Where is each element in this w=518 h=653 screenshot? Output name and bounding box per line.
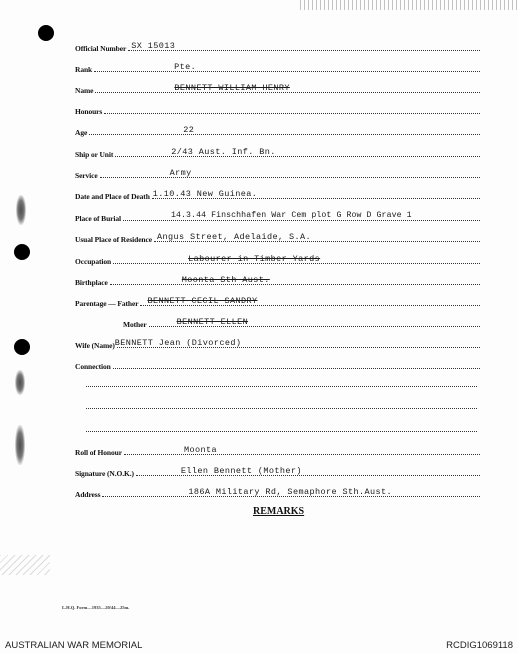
field-value: Moonta (183, 444, 217, 455)
connection-line-3 (86, 431, 477, 432)
field-residence (75, 229, 480, 243)
field-label: Roll of Honour (75, 447, 122, 457)
field-label: Honours (75, 106, 103, 116)
field-mother (75, 314, 480, 328)
field-value: BENNETT WILLIAM HENRY (174, 82, 290, 93)
footer-record-id: RCDIG1069118 (446, 639, 513, 651)
field-label: Parentage — Father (75, 298, 139, 308)
scan-speckle-top (300, 0, 518, 10)
field-value: 14.3.44 Finschhafen War Cem plot G Row D Grave 1 (171, 210, 412, 220)
field-label: Occupation (75, 256, 112, 266)
field-service (75, 165, 480, 179)
field-value: SX 15013 (131, 40, 176, 51)
field-value: 186A Military Rd, Semaphore Sth.Aust. (188, 486, 392, 497)
punch-smudge-upper (16, 195, 26, 225)
field-value: Army (169, 167, 192, 178)
field-label: Rank (75, 64, 93, 74)
field-honours (75, 101, 480, 115)
punch-hole-top (38, 25, 54, 41)
field-value: Moonta Sth Aust. (181, 274, 270, 285)
field-label: Connection (75, 361, 111, 371)
field-value: Angus Street, Adelaide, S.A. (156, 231, 311, 242)
field-unit (75, 144, 480, 158)
field-label: Address (75, 489, 101, 499)
field-roll-of-honour (75, 442, 480, 456)
field-value: 22 (183, 124, 195, 135)
field-label: Signature (N.O.K.) (75, 468, 134, 478)
field-birthplace (75, 272, 480, 286)
field-value: Pte. (174, 61, 197, 72)
field-label: Service (75, 170, 98, 180)
field-death (75, 186, 480, 200)
field-official-number (75, 38, 480, 52)
field-wife (75, 335, 480, 349)
field-label: Official Number (75, 43, 127, 53)
footer-bar (0, 637, 518, 653)
field-label: Birthplace (75, 277, 108, 287)
form-code: L.H.Q. Form—1935—20/44—25m. (62, 605, 130, 610)
punch-hole-middle (14, 244, 30, 260)
punch-smudge-mid (15, 370, 25, 395)
field-label: Usual Place of Residence (75, 234, 152, 244)
field-value: BENNETT ELLEN (176, 316, 249, 327)
punch-smudge-lower (15, 425, 25, 465)
field-name (75, 80, 480, 94)
field-value: BENNETT Jean (Divorced) (114, 337, 242, 348)
field-label: Age (75, 127, 88, 137)
field-label: Ship or Unit (75, 149, 114, 159)
field-connection (75, 356, 480, 370)
remarks-heading: REMARKS (253, 506, 305, 517)
field-father (75, 293, 480, 307)
field-label: Wife (Name) (75, 340, 115, 350)
field-label: Name (75, 85, 94, 95)
connection-line-1 (86, 386, 477, 387)
field-signature (75, 463, 480, 477)
field-occupation (75, 251, 480, 265)
field-value: BENNETT CECIL SANDRY (147, 295, 258, 306)
field-value: Ellen Bennett (Mother) (180, 465, 302, 476)
field-label: Date and Place of Death (75, 191, 150, 201)
field-label: Place of Burial (75, 213, 121, 223)
field-value: 1.10.43 New Guinea. (152, 188, 258, 199)
field-rank (75, 59, 480, 73)
field-age (75, 122, 480, 136)
scan-speckle-bottom (0, 555, 50, 575)
footer-institution: AUSTRALIAN WAR MEMORIAL (5, 639, 143, 651)
punch-hole-bottom (14, 339, 30, 355)
field-label: Mother (123, 319, 147, 329)
field-burial (75, 208, 480, 222)
connection-line-2 (86, 408, 477, 409)
field-value: 2/43 Aust. Inf. Bn. (171, 146, 276, 157)
field-value: Labourer in Timber Yards (188, 253, 321, 264)
field-address (75, 484, 480, 498)
